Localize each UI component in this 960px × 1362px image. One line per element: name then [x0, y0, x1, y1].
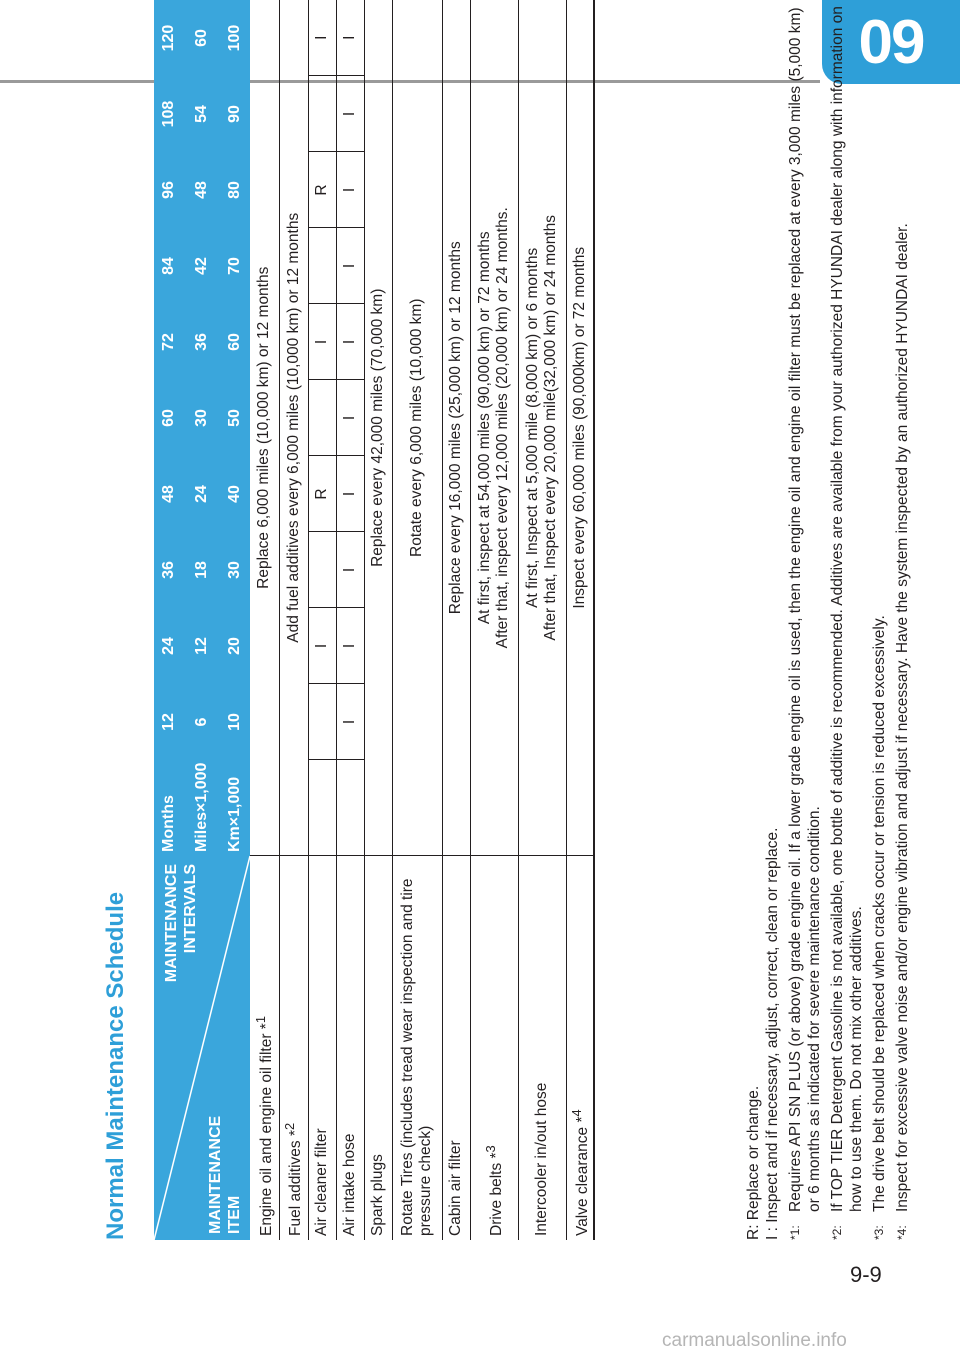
- interval-cell: [308, 228, 336, 304]
- empty-cell: [336, 760, 364, 856]
- footnote: *3: The drive belt should be replaced when cracks occur or tension is reduced excessively.: [871, 615, 888, 1240]
- item-label: Spark plugs: [364, 856, 392, 1240]
- maintenance-schedule-table: [154, 0, 595, 1240]
- interval-cell: I: [308, 304, 336, 380]
- item-label: Air intake hose: [336, 856, 364, 1240]
- km-cell: 70: [220, 228, 250, 304]
- table-row: [250, 0, 279, 1240]
- months-cell: 84: [154, 228, 184, 304]
- months-cell: 72: [154, 304, 184, 380]
- item-label: Intercooler in/out hose: [518, 856, 566, 1240]
- interval-cell: I: [308, 608, 336, 684]
- km-cell: 40: [220, 456, 250, 532]
- interval-text: At first, Inspect at 5,000 mile (8,000 km) or 6 months After that, Inspect every 20,000 mile(32,000 km) or 24 months: [518, 0, 566, 856]
- item-label: Engine oil and engine oil filter *$^1$: [250, 856, 279, 1240]
- months-cell: 48: [154, 456, 184, 532]
- page-number: 9-9: [850, 1262, 882, 1287]
- km-cell: 60: [220, 304, 250, 380]
- months-cell: 12: [154, 684, 184, 760]
- interval-text: Add fuel additives every 6,000 miles (10,000 km) or 12 months: [279, 0, 308, 856]
- watermark: carmanualsonline.info: [662, 1330, 847, 1351]
- rotated-content: [100, 0, 940, 1240]
- interval-cell: I: [336, 608, 364, 684]
- legend-r: R: Replace or change.: [745, 1085, 762, 1240]
- item-label: Valve clearance *$^4$: [566, 856, 594, 1240]
- item-label: Rotate Tires (includes tread wear inspection and tire pressure check): [392, 856, 442, 1240]
- interval-text: At first, inspect at 54,000 miles (90,000 km) or 72 months After that, inspect every 12,000 miles (20,000 km) or 24 months.: [470, 0, 518, 856]
- km-cell: 100: [220, 0, 250, 76]
- interval-cell: I: [336, 684, 364, 760]
- miles-cell: 30: [184, 380, 220, 456]
- months-cell: 120: [154, 0, 184, 76]
- table-row: [442, 0, 470, 1240]
- miles-cell: 48: [184, 152, 220, 228]
- item-label: Air cleaner filter: [308, 856, 336, 1240]
- km-cell: 50: [220, 380, 250, 456]
- miles-cell: 12: [184, 608, 220, 684]
- miles-cell: 24: [184, 456, 220, 532]
- item-label: Fuel additives *$^2$: [279, 856, 308, 1240]
- item-label: Drive belts *$^3$: [470, 856, 518, 1240]
- interval-cell: [308, 380, 336, 456]
- interval-cell: I: [336, 532, 364, 608]
- table-row: [470, 0, 518, 1240]
- corner-item-label: MAINTENANCE ITEM: [207, 1115, 243, 1234]
- legend-i: I : Inspect and if necessary, adjust, correct, clean or replace.: [764, 827, 781, 1240]
- notes-section: [744, 0, 912, 1240]
- empty-cell: [308, 760, 336, 856]
- miles-cell: 18: [184, 532, 220, 608]
- chapter-tab: 09: [822, 0, 960, 84]
- interval-cell: I: [336, 0, 364, 76]
- months-cell: 96: [154, 152, 184, 228]
- months-cell: 60: [154, 380, 184, 456]
- interval-cell: I: [336, 380, 364, 456]
- miles-cell: 36: [184, 304, 220, 380]
- months-cell: 108: [154, 76, 184, 152]
- months-header: Months: [154, 760, 184, 856]
- item-label: Cabin air filter: [442, 856, 470, 1240]
- km-cell: 30: [220, 532, 250, 608]
- table-row: [364, 0, 392, 1240]
- table-row: [279, 0, 308, 1240]
- interval-cell: [308, 532, 336, 608]
- footnote: *1: Requires API SN PLUS (or above) grade engine oil. If a lower grade engine oil is used, then the engine oil and engine oil filter must be replaced at every 3,000 miles (5,000 km) or 6 months as indicated for severe maintenance condition.: [787, 7, 823, 1240]
- km-cell: 90: [220, 76, 250, 152]
- miles-cell: 42: [184, 228, 220, 304]
- footnote: *4: Inspect for excessive valve noise and/or engine vibration and adjust if necessary. Have the system inspected by an authorized HYUNDAI dealer.: [894, 223, 911, 1240]
- interval-cell: R: [308, 152, 336, 228]
- km-cell: 20: [220, 608, 250, 684]
- km-cell: 10: [220, 684, 250, 760]
- table-row: [308, 0, 336, 1240]
- km-header: Km×1,000: [220, 760, 250, 856]
- interval-cell: [308, 684, 336, 760]
- interval-text: Inspect every 60,000 miles (90,000km) or 72 months: [566, 0, 594, 856]
- table-row: [518, 0, 566, 1240]
- table-row: [566, 0, 594, 1240]
- interval-cell: R: [308, 456, 336, 532]
- months-cell: 24: [154, 608, 184, 684]
- table-row: [392, 0, 442, 1240]
- miles-cell: 6: [184, 684, 220, 760]
- interval-text: Replace 6,000 miles (10,000 km) or 12 months: [250, 0, 279, 856]
- table-row: [336, 0, 364, 1240]
- interval-cell: I: [336, 152, 364, 228]
- miles-cell: 60: [184, 0, 220, 76]
- interval-cell: I: [336, 228, 364, 304]
- page-title: Normal Maintenance Schedule: [102, 891, 129, 1240]
- miles-header: Miles×1,000: [184, 760, 220, 856]
- interval-cell: I: [336, 304, 364, 380]
- interval-cell: I: [336, 456, 364, 532]
- miles-cell: 54: [184, 76, 220, 152]
- corner-intervals-label: MAINTENANCE INTERVALS: [163, 864, 199, 983]
- footnote: *2: If TOP TIER Detergent Gasoline is not available, one bottle of additive is recommended. Additives are available from your authorized HYUNDAI dealer along with information on how to use them. Do not mix other additives.: [829, 6, 865, 1240]
- interval-text: Replace every 42,000 miles (70,000 km): [364, 0, 392, 856]
- table-corner-header: [154, 856, 250, 1240]
- interval-cell: I: [308, 0, 336, 76]
- interval-text: Replace every 16,000 miles (25,000 km) or 12 months: [442, 0, 470, 856]
- interval-text: Rotate every 6,000 miles (10,000 km): [392, 0, 442, 856]
- interval-cell: [308, 76, 336, 152]
- km-cell: 80: [220, 152, 250, 228]
- interval-cell: I: [336, 76, 364, 152]
- months-cell: 36: [154, 532, 184, 608]
